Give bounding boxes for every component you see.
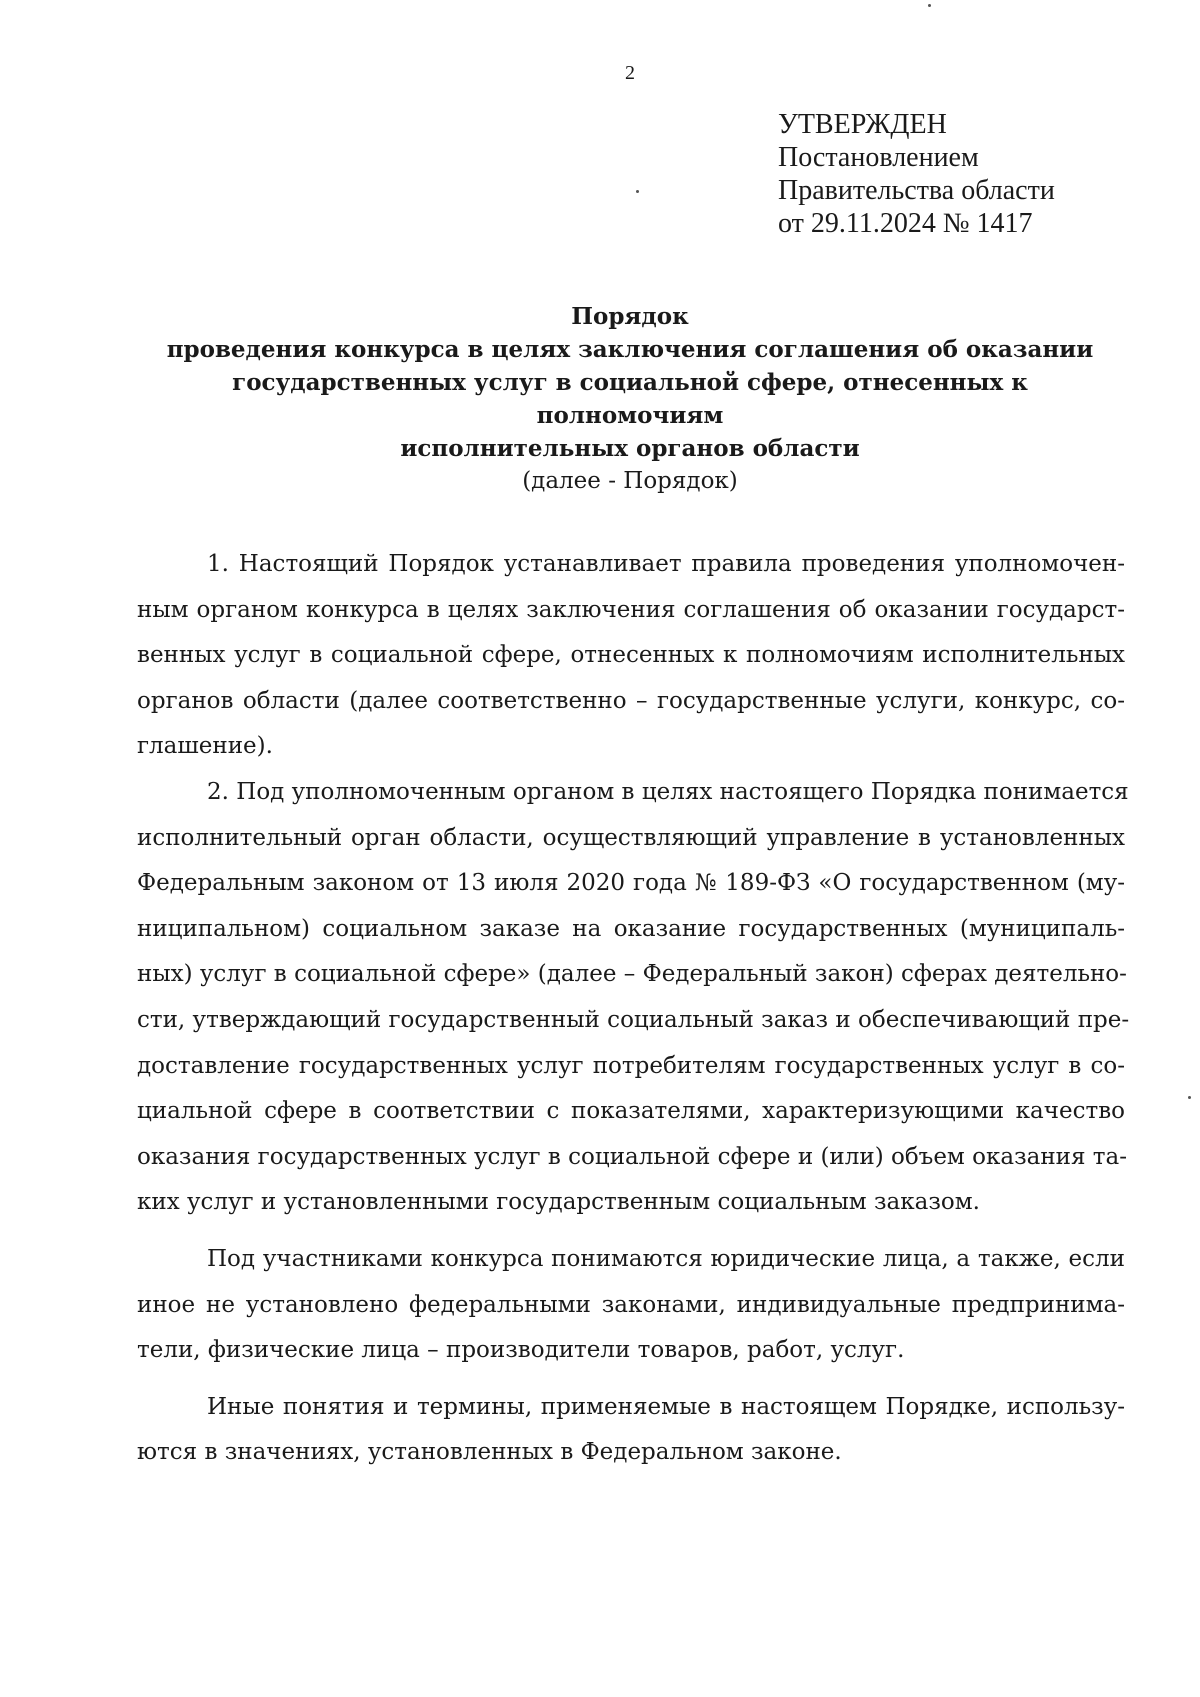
paragraph-line: Иные понятия и термины, применяемые в настоящем Порядке, использу- bbox=[207, 1393, 1125, 1420]
approval-by: Постановлением bbox=[778, 142, 979, 173]
document-body bbox=[137, 542, 1130, 1476]
approval-authority: Правительства области bbox=[778, 175, 1055, 206]
paragraph-4 bbox=[137, 1385, 1125, 1476]
paragraph-line: глашение). bbox=[137, 733, 273, 760]
paragraph-line: органов области (далее соответственно – государственные услуги, конкурс, со- bbox=[137, 687, 1125, 714]
paragraph-line: Под участниками конкурса понимаются юридические лица, а также, если bbox=[207, 1245, 1125, 1272]
paragraph-line: исполнительный орган области, осуществляющий управление в установленных bbox=[137, 824, 1125, 851]
document-title bbox=[140, 300, 1120, 498]
page-number: 2 bbox=[625, 62, 635, 84]
paragraph-line: доставление государственных услуг потребителям государственных услуг в со- bbox=[137, 1052, 1125, 1079]
paragraph-line: циальной сфере в соответствии с показателями, характеризующими качество bbox=[137, 1098, 1125, 1125]
paragraph-line: венных услуг в социальной сфере, отнесенных к полномочиям исполнительных bbox=[137, 642, 1125, 669]
paragraph-3 bbox=[137, 1237, 1125, 1374]
paragraph-line: иное не установлено федеральными законами, индивидуальные предпринима- bbox=[137, 1291, 1125, 1318]
title-line-1: проведения конкурса в целях заключения соглашения об оказании bbox=[166, 336, 1094, 363]
scan-speck bbox=[928, 4, 931, 7]
approval-status: УТВЕРЖДЕН bbox=[778, 109, 947, 140]
title-heading: Порядок bbox=[571, 303, 689, 330]
scan-speck bbox=[636, 190, 639, 193]
paragraph-line: ются в значениях, установленных в Федеральном законе. bbox=[137, 1439, 842, 1466]
title-subtitle: (далее - Порядок) bbox=[522, 468, 738, 494]
scan-speck bbox=[1188, 1096, 1191, 1099]
paragraph-line: ких услуг и установленными государственным социальным заказом. bbox=[137, 1189, 980, 1216]
title-line-3: исполнительных органов области bbox=[400, 435, 860, 462]
paragraph-line: оказания государственных услуг в социальной сфере и (или) объем оказания та- bbox=[137, 1143, 1128, 1170]
paragraph-line: 2. Под уполномоченным органом в целях настоящего Порядка понимается bbox=[207, 778, 1129, 805]
paragraph-line: ниципальном) социальном заказе на оказание государственных (муниципаль- bbox=[137, 915, 1125, 942]
paragraph-line: Федеральным законом от 13 июля 2020 года № 189-ФЗ «О государственном (му- bbox=[137, 870, 1125, 897]
paragraph-2 bbox=[137, 770, 1130, 1226]
paragraph-line: ным органом конкурса в целях заключения соглашения об оказании государст- bbox=[137, 596, 1125, 623]
title-line-2: государственных услуг в социальной сфере, отнесенных к полномочиям bbox=[232, 369, 1028, 429]
paragraph-gap bbox=[137, 1374, 1125, 1385]
approval-date-number: от 29.11.2024 № 1417 bbox=[778, 208, 1033, 239]
paragraph-line: 1. Настоящий Порядок устанавливает правила проведения уполномочен- bbox=[207, 551, 1125, 577]
approval-stamp bbox=[778, 108, 1055, 240]
paragraph-line: ных) услуг в социальной сфере» (далее – Федеральный закон) сферах деятельно- bbox=[137, 961, 1127, 988]
paragraph-line: тели, физические лица – производители товаров, работ, услуг. bbox=[137, 1337, 905, 1364]
paragraph-1 bbox=[137, 542, 1125, 770]
paragraph-gap bbox=[137, 1226, 1125, 1237]
paragraph-line: сти, утверждающий государственный социальный заказ и обеспечивающий пре- bbox=[137, 1006, 1130, 1033]
